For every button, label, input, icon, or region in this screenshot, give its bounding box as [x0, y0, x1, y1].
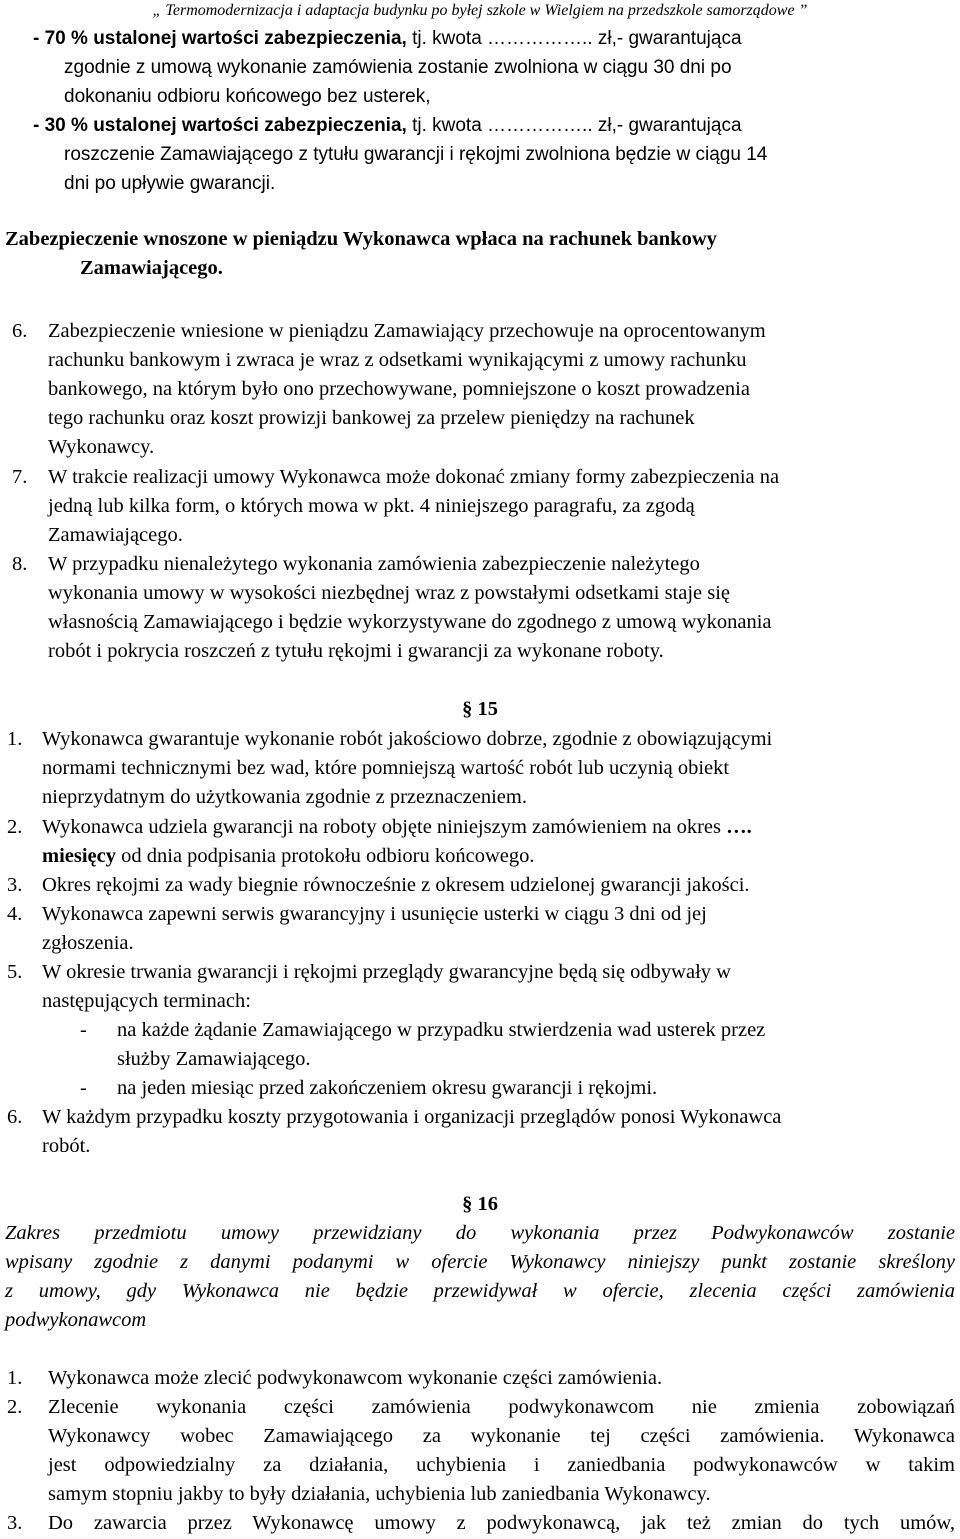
- item-number: 1.: [7, 728, 23, 750]
- list-item-line: bankowego, na którym było ono przechowywane, pomniejszone o koszt prowadzenia: [48, 378, 750, 400]
- clause-line: roszczenie Zamawiającego z tytułu gwarancji i rękojmi zwolniona będzie w ciągu 14: [64, 144, 768, 165]
- list-item-line: robót i pokrycia roszczeń z tytułu rękojmi i gwarancji za wykonane roboty.: [48, 640, 664, 662]
- section-15-heading: § 15: [462, 698, 498, 720]
- list-item-line: Zamawiającego.: [48, 524, 183, 546]
- item-number: 6.: [7, 1106, 23, 1128]
- document-page: „ Termomodernizacja i adaptacja budynku po byłej szkole w Wielgiem na przedszkole samorządowe ” - 70 % ustalonej wartości zabezpieczenia, tj. kwota …………….. zł,- gwarantująca zgodnie z umową wykonanie zamówienia zostanie zwolniona w ciągu 30 dni po dokonaniu odbioru końcowego bez usterek, - 30 % ustalonej wartości zabezpieczenia, tj. kwota …………….. zł,- gwarantująca roszczenie Zamawiającego z tytułu gwarancji i rękojmi zwolniona będzie w ciągu 14 dni po upływie gwarancji. Zabezpieczenie wnoszone w pieniądzu Wykonawca wpłaca na rachunek bankowy Zamawiającego. 6. Zabezpieczenie wniesione w pieniądzu Zamawiający przechowuje na oprocentowanym rachunku bankowym i zwraca je wraz z odsetkami wynikającymi z umowy rachunku bankowego, na którym było ono przechowywane, pomniejszone o koszt prowadzenia tego rachunku oraz koszt prowizji bankowej za przelew pieniędzy na rachunek Wykonawcy. 7. W trakcie realizacji umowy Wykonawca może dokonać zmiany formy zabezpieczenia na jedną lub kilka form, o których mowa w pkt. 4 niniejszego paragrafu, za zgodą Zamawiającego. 8. W przypadku nienależytego wykonania zamówienia zabezpieczenie należytego wykonania umowy w wysokości niezbędnej wraz z powstałymi odsetkami staje się własnością Zamawiającego i będzie wykorzystywane do zgodnego z umową wykonania robót i pokrycia roszczeń z tytułu rękojmi i gwarancji za wykonane roboty. § 15 1. Wykonawca gwarantuje wykonanie robót jakościowo dobrze, zgodnie z obowiązującymi normami technicznymi bez wad, które pomniejszą wartość robót lub uczynią obiekt nieprzydatnym do użytkowania zgodnie z przeznaczeniem. 2. Wykonawca udziela gwarancji na roboty objęte niniejszym zamówieniem na okres …. miesięcy od dnia podpisania protokołu odbioru końcowego. 3. Okres rękojmi za wady biegnie równocześnie z okresem udzielonej gwarancji jakości. 4. Wykonawca zapewni serwis gwarancyjny i usunięcie usterki w ciągu 3 dni od jej zgłoszenia. 5. W okresie trwania gwarancji i rękojmi przeglądy gwarancyjne będą się odbywały w następujących terminach: - na każde żądanie Zamawiającego w przypadku stwierdzenia wad usterek przez służby Zamawiającego. - na jeden miesiąc przed zakończeniem okresu gwarancji i rękojmi. 6. W każdym przypadku koszty przygotowania i organizacji przeglądów ponosi Wykonawca robót. § 16 Zakres przedmiotu umowy przewidziany do wykonania przez Podwykonawców zostanie wpisany zgodnie z danymi podanymi w ofercie Wykonawcy niniejszy punkt zostanie skreślony z umowy, gdy Wykonawca nie będzie przewidywał w ofercie, zlecenia części zamówienia podwykonawcom 1. Wykonawca może zlecić podwykonawcom wykonanie części zamówienia. 2. Zlecenie wykonania części zamówienia podwykonawcom nie zmienia zobowiązań Wykonawcy wobec Zamawiającego za wykonanie tej części zamówienia. Wykonawca jest odpowiedzialny za działania, uchybienia i zaniedbania podwykonawców w takim samym stopniu jakby to były działania, uchybienia lub zaniedbania Wykonawcy. 3. Do zawarcia przez Wykonawcę umowy z podwykonawcą, jak też zmian do tych umów,: [0, 0, 960, 1539]
- list-item-line: tego rachunku oraz koszt prowizji bankowej za przelew pieniędzy na rachunek: [48, 407, 695, 429]
- list-item-line: normami technicznymi bez wad, które pomniejszą wartość robót lub uczynią obiekt: [42, 757, 730, 779]
- list-item-line: miesięcy od dnia podpisania protokołu odbioru końcowego.: [42, 845, 535, 867]
- item-number: 5.: [7, 961, 23, 983]
- section-16-heading: § 16: [462, 1193, 498, 1215]
- clause-30-line: - 30 % ustalonej wartości zabezpieczenia, tj. kwota …………….. zł,- gwarantująca: [33, 115, 742, 136]
- sub-item-line: służby Zamawiającego.: [117, 1048, 311, 1070]
- list-item-line: W okresie trwania gwarancji i rękojmi przeglądy gwarancyjne będą się odbywały w: [42, 961, 731, 983]
- list-item-line: Wykonawca może zlecić podwykonawcom wykonanie części zamówienia.: [48, 1367, 663, 1389]
- list-item-line: jest odpowiedzialny za działania, uchybienia i zaniedbania podwykonawców w takim: [48, 1454, 955, 1476]
- list-item-line: W przypadku nienależytego wykonania zamówienia zabezpieczenie należytego: [48, 553, 700, 575]
- list-item-line: Zabezpieczenie wniesione w pieniądzu Zamawiający przechowuje na oprocentowanym: [48, 320, 766, 342]
- list-item-line: zgłoszenia.: [42, 932, 134, 954]
- item-number: 2.: [7, 816, 23, 838]
- list-item-line: Wykonawca udziela gwarancji na roboty objęte niniejszym zamówieniem na okres ….: [42, 816, 752, 838]
- sub-item-line: na jeden miesiąc przed zakończeniem okresu gwarancji i rękojmi.: [117, 1077, 658, 1099]
- list-item-line: nieprzydatnym do użytkowania zgodnie z przeznaczeniem.: [42, 786, 527, 808]
- item-number: 3.: [7, 1512, 23, 1534]
- list-item-line: Okres rękojmi za wady biegnie równocześnie z okresem udzielonej gwarancji jakości.: [42, 874, 750, 896]
- item-number: 8.: [12, 553, 28, 575]
- sub-item-dash: -: [80, 1019, 87, 1041]
- running-header: „ Termomodernizacja i adaptacja budynku po byłej szkole w Wielgiem na przedszkole samorządowe ”: [152, 2, 808, 19]
- list-item-line: rachunku bankowym i zwraca je wraz z odsetkami wynikającymi z umowy rachunku: [48, 349, 747, 371]
- list-item-line: W trakcie realizacji umowy Wykonawca może dokonać zmiany formy zabezpieczenia na: [48, 466, 780, 488]
- list-item-line: Do zawarcia przez Wykonawcę umowy z podwykonawcą, jak też zmian do tych umów,: [48, 1512, 955, 1534]
- list-item-line: Wykonawca gwarantuje wykonanie robót jakościowo dobrze, zgodnie z obowiązującymi: [42, 728, 773, 750]
- list-item-line: samym stopniu jakby to były działania, uchybienia lub zaniedbania Wykonawcy.: [48, 1483, 711, 1505]
- clause-70-line: - 70 % ustalonej wartości zabezpieczenia, tj. kwota …………….. zł,- gwarantująca: [33, 28, 742, 49]
- list-item-line: Wykonawca zapewni serwis gwarancyjny i usunięcie usterki w ciągu 3 dni od jej: [42, 903, 707, 925]
- clause-line: dokonaniu odbioru końcowego bez usterek,: [64, 86, 431, 107]
- sub-item-line: na każde żądanie Zamawiającego w przypadku stwierdzenia wad usterek przez: [117, 1019, 766, 1041]
- list-item-line: wykonania umowy w wysokości niezbędnej wraz z powstałymi odsetkami staje się: [48, 582, 731, 604]
- sub-item-dash: -: [80, 1077, 87, 1099]
- item-number: 7.: [12, 466, 28, 488]
- item-number: 3.: [7, 874, 23, 896]
- list-item-line: Wykonawcy wobec Zamawiającego za wykonanie tej części zamówienia. Wykonawca: [48, 1425, 955, 1447]
- item-number: 4.: [7, 903, 23, 925]
- list-item-line: własnością Zamawiającego i będzie wykorzystywane do zgodnego z umową wykonania: [48, 611, 772, 633]
- list-item-line: Zlecenie wykonania części zamówienia podwykonawcom nie zmienia zobowiązań: [48, 1396, 955, 1418]
- item-number: 1.: [7, 1367, 23, 1389]
- clause-line: zgodnie z umową wykonanie zamówienia zostanie zwolniona w ciągu 30 dni po: [64, 57, 732, 78]
- list-item-line: jedną lub kilka form, o których mowa w pkt. 4 niniejszego paragrafu, za zgodą: [48, 495, 695, 517]
- clause-line: dni po upływie gwarancji.: [64, 173, 276, 194]
- list-item-line: następujących terminach:: [42, 990, 251, 1012]
- list-item-line: Wykonawcy.: [48, 436, 155, 458]
- item-number: 6.: [12, 320, 28, 342]
- item-number: 2.: [7, 1396, 23, 1418]
- list-item-line: W każdym przypadku koszty przygotowania i organizacji przeglądów ponosi Wykonawca: [42, 1106, 782, 1128]
- list-item-line: robót.: [42, 1135, 91, 1157]
